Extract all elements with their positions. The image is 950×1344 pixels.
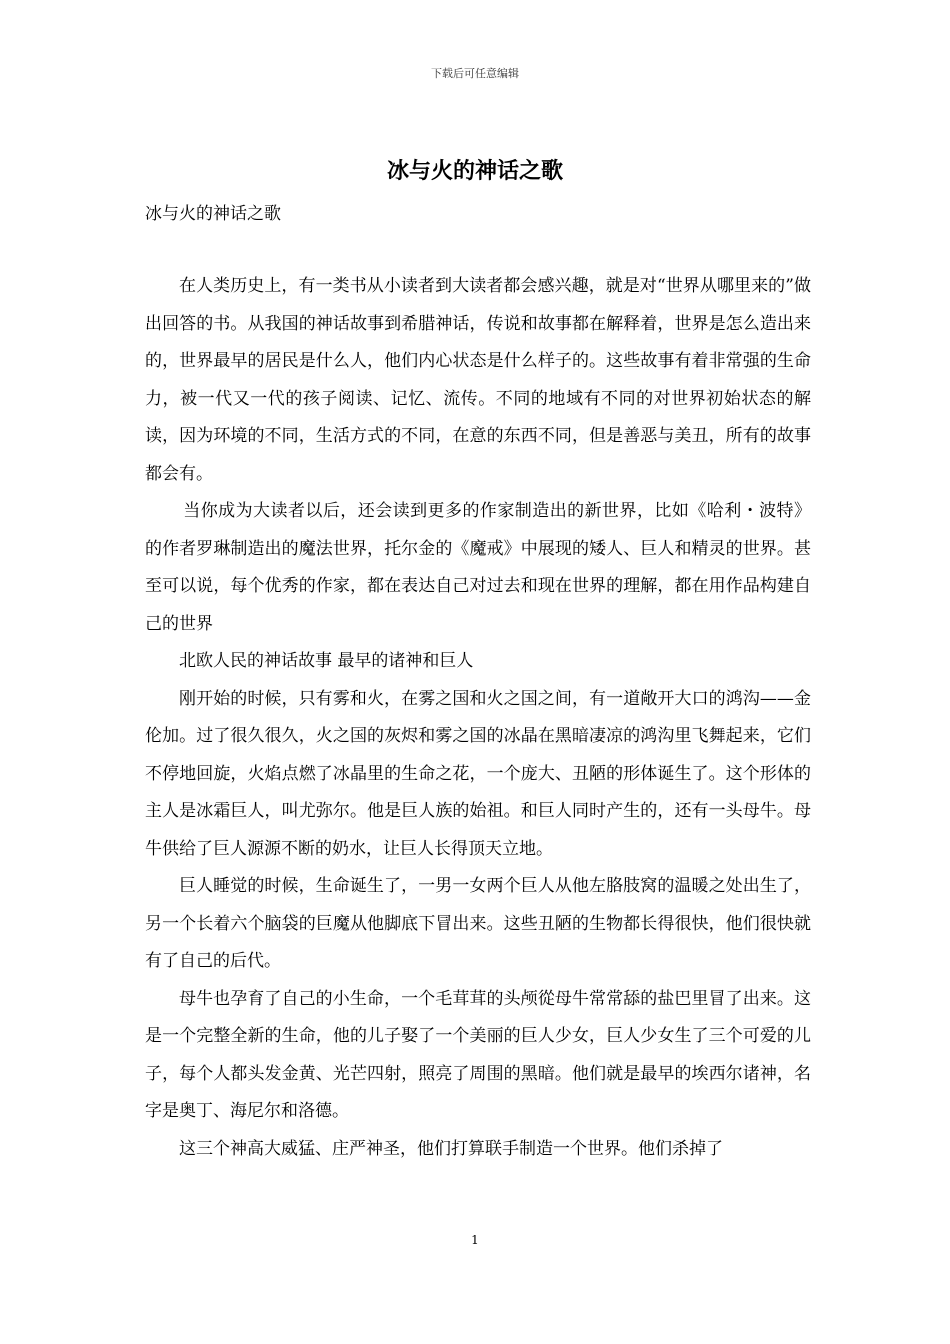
document-title: 冰与火的神话之歌 [386,158,563,184]
paragraph-origin: 刚开始的时候，只有雾和火，在雾之国和火之国之间，有一道敞开大口的鸿沟——金伦加。过了很久很久，火之国的灰烬和雾之国的冰晶在黑暗凄凉的鸿沟里飞舞起来，它们不停地回旋，火焰点燃了冰晶里的生命之花，一个庞大、丑陋的形体诞生了。这个形体的主人是冰霜巨人，叫尤弥尔。他是巨人族的始祖。和巨人同时产生的，还有一头母牛。母牛供给了巨人源源不断的奶水，让巨人长得顶天立地。 [145,688,811,859]
paragraph-intro: 在人类历史上，有一类书从小读者到大读者都会感兴趣，就是对“世界从哪里来的”做出回答的书。从我国的神话故事到希腊神话，传说和故事都在解释着，世界是怎么造出来的，世界最早的居民是什么人，他们内心状态是什么样子的。这些故事有着非常强的生命力，被一代又一代的孩子阅读、记忆、流传。不同的地域有不同的对世界初始状态的解读，因为环境的不同，生活方式的不同，在意的东西不同，但是善恶与美丑，所有的故事都会有。 [145,276,811,484]
page-header-note: 下载后可任意编辑 [431,67,519,80]
paragraph-giants: 巨人睡觉的时候，生命诞生了，一男一女两个巨人从他左胳肢窝的温暖之处出生了，另一个长着六个脑袋的巨魔从他脚底下冒出来。这些丑陋的生物都长得很快，他们很快就有了自己的后代。 [145,876,811,971]
page-number: 1 [471,1233,479,1247]
section-heading: 北欧人民的神话故事 最早的诸神和巨人 [179,651,474,671]
paragraph-gods: 母牛也孕育了自己的小生命，一个毛茸茸的头颅從母牛常常舔的盐巴里冒了出来。这是一个完整全新的生命，他的儿子娶了一个美丽的巨人少女，巨人少女生了三个可爱的儿子，每个人都头发金黄、光芒四射，照亮了周围的黑暗。他们就是最早的埃西尔诸神，名字是奥丁、海尼尔和洛德。 [145,988,811,1121]
paragraph-reader: 当你成为大读者以后，还会读到更多的作家制造出的新世界，比如《哈利・波特》的作者罗琳制造出的魔法世界，托尔金的《魔戒》中展现的矮人、巨人和精灵的世界。甚至可以说，每个优秀的作家，都在表达自己对过去和现在世界的理解，都在用作品构建自己的世界 [145,501,811,634]
document-subtitle: 冰与火的神话之歌 [145,204,281,224]
document-body [145,268,811,1168]
paragraph-world: 这三个神高大威猛、庄严神圣，他们打算联手制造一个世界。他们杀掉了 [179,1138,723,1159]
